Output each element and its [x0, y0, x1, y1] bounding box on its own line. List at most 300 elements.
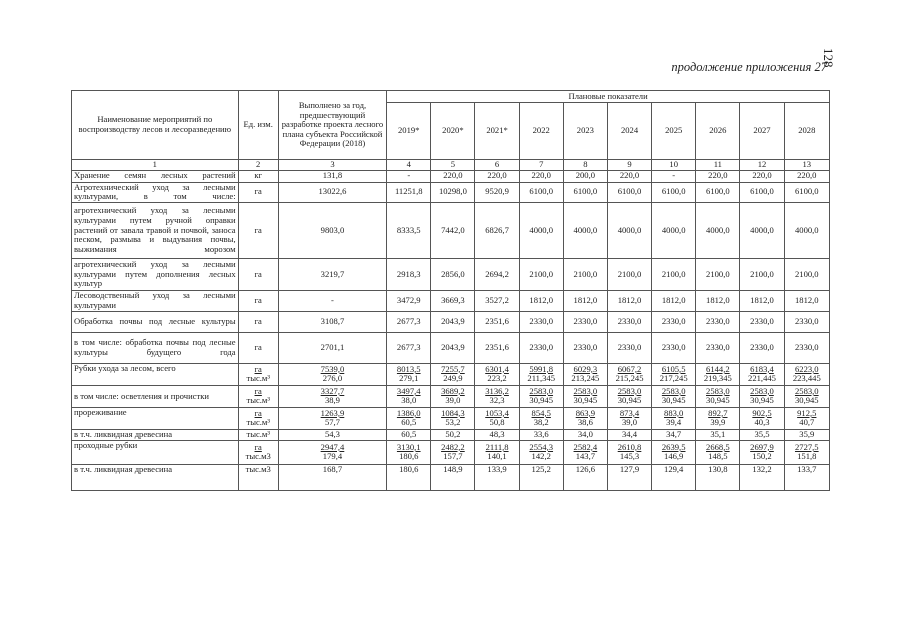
row-value-pair	[387, 363, 431, 385]
value-bottom: 276,0	[322, 373, 343, 384]
row-value: 2694,2	[475, 258, 519, 290]
row-value: 129,4	[652, 464, 696, 490]
reforestation-table	[71, 90, 830, 491]
header-year: 2025	[652, 103, 696, 160]
row-name: в т.ч. ликвидная древесина	[72, 429, 239, 440]
row-value: 220,0	[696, 170, 740, 182]
row-value: 4000,0	[740, 202, 784, 258]
row-unit: кг	[238, 170, 278, 182]
value-top: 7255,7	[441, 363, 465, 374]
row-value: 3527,2	[475, 290, 519, 311]
row-value: 1812,0	[607, 290, 651, 311]
row-value: 1812,0	[784, 290, 829, 311]
value-top: 3136,2	[485, 385, 509, 396]
row-name: в т.ч. ликвидная древесина	[72, 464, 239, 490]
row-value-pair	[696, 363, 740, 385]
row-value: 2677,3	[387, 311, 431, 332]
value-top: 2668,5	[706, 441, 730, 452]
appendix-subtitle: продолжение приложения 27	[671, 60, 827, 74]
value-bottom: 39,9	[710, 417, 726, 428]
value-top: 1386,0	[396, 407, 421, 418]
value-top: 2554,3	[529, 441, 554, 452]
row-name: Лесоводственный уход за лесными культурами	[72, 290, 239, 311]
row-value: 220,0	[740, 170, 784, 182]
row-value: 35,1	[696, 429, 740, 440]
value-top: 2583,0	[617, 385, 642, 396]
row-value: 220,0	[607, 170, 651, 182]
row-value-pair	[519, 440, 563, 464]
row-unit-pair	[238, 407, 278, 429]
column-number: 11	[696, 160, 740, 171]
row-value: 2351,6	[475, 332, 519, 363]
row-value-pair	[519, 407, 563, 429]
row-name: в том числе: обработка почвы под лесные культуры будущего года	[72, 332, 239, 363]
column-number: 4	[387, 160, 431, 171]
row-value: 6826,7	[475, 202, 519, 258]
row-value: 2330,0	[784, 311, 829, 332]
value-top: 2583,0	[573, 385, 598, 396]
row-unit: га	[238, 332, 278, 363]
value-top: 2727,5	[794, 441, 819, 452]
row-value: 50,2	[431, 429, 475, 440]
value-bottom: 180,6	[399, 451, 419, 462]
row-name: Хранение семян лесных растений	[72, 170, 239, 182]
row-value: 2330,0	[696, 332, 740, 363]
value-top: 873,4	[619, 407, 640, 418]
column-number: 13	[784, 160, 829, 171]
header-year: 2028	[784, 103, 829, 160]
column-number: 12	[740, 160, 784, 171]
row-value: 133,9	[475, 464, 519, 490]
value-bottom: 142,2	[531, 451, 551, 462]
value-bottom: 146,9	[664, 451, 684, 462]
unit-bottom: тыс.м³	[246, 417, 270, 428]
column-number: 5	[431, 160, 475, 171]
value-bottom: 30,945	[661, 395, 686, 406]
value-top: 902,5	[752, 407, 772, 418]
unit-bottom: тыс.м³	[246, 373, 270, 384]
value-top: 1084,3	[441, 407, 465, 418]
row-value: 2043,9	[431, 311, 475, 332]
row-value: 2701,1	[278, 332, 386, 363]
page-number: 128	[821, 48, 836, 68]
row-value: 2100,0	[740, 258, 784, 290]
row-value-pair	[431, 363, 475, 385]
row-value-pair	[696, 407, 740, 429]
row-value: 131,8	[278, 170, 386, 182]
row-value: -	[652, 170, 696, 182]
row-value-pair	[740, 407, 784, 429]
row-value: 6100,0	[607, 182, 651, 202]
value-bottom: 40,3	[754, 417, 770, 428]
value-top: 3327,7	[320, 385, 345, 396]
value-bottom: 38,9	[324, 395, 340, 406]
row-value: 220,0	[784, 170, 829, 182]
value-bottom: 179,4	[322, 451, 343, 462]
table-row	[72, 290, 830, 311]
table-row	[72, 440, 830, 464]
row-value-pair	[278, 385, 386, 407]
row-value-pair	[278, 440, 386, 464]
row-name: прореживание	[72, 407, 239, 429]
row-name: в том числе: осветления и прочистки	[72, 385, 239, 407]
row-value: 3669,3	[431, 290, 475, 311]
unit-top: га	[254, 363, 262, 374]
value-bottom: 30,945	[794, 395, 819, 406]
row-value-pair	[563, 385, 607, 407]
column-number: 10	[652, 160, 696, 171]
value-top: 2482,2	[441, 441, 465, 452]
row-value: 1812,0	[519, 290, 563, 311]
row-value-pair	[607, 385, 651, 407]
row-value-pair	[475, 407, 519, 429]
row-value-pair	[563, 363, 607, 385]
value-top: 2639,5	[661, 441, 686, 452]
value-bottom: 32,3	[489, 395, 505, 406]
row-unit-pair	[238, 385, 278, 407]
row-value: -	[278, 290, 386, 311]
table-row	[72, 202, 830, 258]
row-value-pair	[652, 363, 696, 385]
row-value-pair	[652, 385, 696, 407]
header-year: 2020*	[431, 103, 475, 160]
row-value: 8333,5	[387, 202, 431, 258]
table-row	[72, 385, 830, 407]
row-name: агротехнический уход за лесными культурами путем дополнения лесных культур	[72, 258, 239, 290]
row-value: 4000,0	[563, 202, 607, 258]
row-name: Агротехнический уход за лесными культурами, в том числе:	[72, 182, 239, 202]
value-bottom: 50,8	[489, 417, 505, 428]
table-row	[72, 170, 830, 182]
row-value: 4000,0	[784, 202, 829, 258]
value-top: 2583,0	[529, 385, 554, 396]
row-unit: тыс.м³	[238, 429, 278, 440]
row-value-pair	[784, 363, 829, 385]
row-unit: га	[238, 182, 278, 202]
unit-bottom: тыс.м³	[246, 395, 270, 406]
value-top: 854,5	[531, 407, 551, 418]
row-value: 2330,0	[607, 311, 651, 332]
row-value: 127,9	[607, 464, 651, 490]
value-top: 1263,9	[320, 407, 345, 418]
row-value-pair	[652, 407, 696, 429]
row-value-pair	[740, 385, 784, 407]
row-value: 34,7	[652, 429, 696, 440]
row-value: 220,0	[475, 170, 519, 182]
row-value: 4000,0	[652, 202, 696, 258]
value-top: 3689,2	[441, 385, 465, 396]
row-value: 2330,0	[652, 332, 696, 363]
value-top: 6067,2	[617, 363, 642, 374]
row-value: 4000,0	[696, 202, 740, 258]
row-value: 126,6	[563, 464, 607, 490]
table-row	[72, 429, 830, 440]
value-bottom: 39,0	[445, 395, 461, 406]
row-value: 13022,6	[278, 182, 386, 202]
row-value: 2351,6	[475, 311, 519, 332]
value-bottom: 39,4	[666, 417, 682, 428]
row-value: 9803,0	[278, 202, 386, 258]
value-bottom: 223,445	[792, 373, 821, 384]
row-value: 2330,0	[696, 311, 740, 332]
header-year: 2023	[563, 103, 607, 160]
value-top: 2582,4	[573, 441, 598, 452]
table-row	[72, 182, 830, 202]
row-value-pair	[784, 385, 829, 407]
row-value: 220,0	[519, 170, 563, 182]
value-bottom: 217,245	[659, 373, 688, 384]
row-value: 1812,0	[563, 290, 607, 311]
row-value-pair	[563, 407, 607, 429]
row-value: 6100,0	[784, 182, 829, 202]
value-bottom: 30,945	[706, 395, 730, 406]
value-top: 3497,4	[396, 385, 421, 396]
value-top: 883,0	[664, 407, 684, 418]
row-unit: га	[238, 258, 278, 290]
value-bottom: 221,445	[748, 373, 776, 384]
column-number: 9	[607, 160, 651, 171]
row-value: -	[387, 170, 431, 182]
value-top: 2583,0	[794, 385, 819, 396]
unit-top: га	[254, 385, 262, 396]
row-value-pair	[475, 363, 519, 385]
row-value: 1812,0	[740, 290, 784, 311]
row-name: Рубки ухода за лесом, всего	[72, 363, 239, 385]
row-value: 168,7	[278, 464, 386, 490]
row-value-pair	[387, 385, 431, 407]
value-top: 7539,0	[320, 363, 345, 374]
row-name: агротехнический уход за лесными культурами путем ручной оправки растений от завала травой и почвой, заноса песком, размыва и выдувания почвы, выжимания морозом	[72, 202, 239, 258]
value-top: 863,9	[575, 407, 596, 418]
value-bottom: 249,9	[443, 373, 463, 384]
row-value: 2100,0	[519, 258, 563, 290]
row-value-pair	[784, 440, 829, 464]
row-value: 2330,0	[652, 311, 696, 332]
row-value-pair	[431, 440, 475, 464]
value-bottom: 40,7	[799, 417, 815, 428]
value-top: 2610,8	[617, 441, 642, 452]
row-value: 2100,0	[784, 258, 829, 290]
value-bottom: 148,5	[708, 451, 728, 462]
row-value-pair	[740, 363, 784, 385]
header-year: 2022	[519, 103, 563, 160]
row-value: 34,4	[607, 429, 651, 440]
value-top: 892,7	[708, 407, 728, 418]
value-bottom: 279,1	[399, 373, 419, 384]
row-value: 9520,9	[475, 182, 519, 202]
row-value: 2100,0	[607, 258, 651, 290]
row-value: 220,0	[431, 170, 475, 182]
value-top: 912,5	[797, 407, 817, 418]
column-number: 3	[278, 160, 386, 171]
row-value-pair	[387, 440, 431, 464]
row-unit: га	[238, 290, 278, 311]
table-row	[72, 363, 830, 385]
row-value: 7442,0	[431, 202, 475, 258]
row-value: 2330,0	[563, 311, 607, 332]
row-value-pair	[431, 385, 475, 407]
value-top: 6105,5	[661, 363, 686, 374]
value-bottom: 60,5	[401, 417, 417, 428]
row-value: 1812,0	[696, 290, 740, 311]
row-value-pair	[431, 407, 475, 429]
row-value: 6100,0	[652, 182, 696, 202]
column-number: 6	[475, 160, 519, 171]
table-row	[72, 464, 830, 490]
value-top: 2583,0	[661, 385, 686, 396]
value-bottom: 30,945	[573, 395, 598, 406]
row-name: Обработка почвы под лесные культуры	[72, 311, 239, 332]
row-unit: тыс.м3	[238, 464, 278, 490]
row-value-pair	[696, 385, 740, 407]
row-value: 148,9	[431, 464, 475, 490]
row-value: 11251,8	[387, 182, 431, 202]
unit-top: га	[254, 441, 262, 452]
row-value: 132,2	[740, 464, 784, 490]
value-top: 5991,8	[529, 363, 554, 374]
row-value: 180,6	[387, 464, 431, 490]
row-value-pair	[607, 440, 651, 464]
value-bottom: 157,7	[443, 451, 463, 462]
value-bottom: 151,8	[797, 451, 817, 462]
row-value: 60,5	[387, 429, 431, 440]
unit-bottom: тыс.м3	[245, 451, 271, 462]
value-bottom: 223,2	[487, 373, 507, 384]
row-value-pair	[607, 363, 651, 385]
value-bottom: 213,245	[571, 373, 600, 384]
value-top: 6301,4	[485, 363, 509, 374]
row-value: 2918,3	[387, 258, 431, 290]
row-value-pair	[740, 440, 784, 464]
value-bottom: 143,7	[575, 451, 596, 462]
value-bottom: 38,0	[401, 395, 417, 406]
value-top: 2947,4	[320, 441, 345, 452]
row-unit-pair	[238, 363, 278, 385]
value-bottom: 57,7	[324, 417, 340, 428]
row-value-pair	[475, 385, 519, 407]
header-name: Наименование мероприятий по воспроизводству лесов и лесоразведению	[72, 91, 239, 160]
row-value-pair	[563, 440, 607, 464]
row-unit: га	[238, 311, 278, 332]
row-value: 2330,0	[740, 311, 784, 332]
value-top: 2697,9	[750, 441, 774, 452]
row-value: 6100,0	[740, 182, 784, 202]
row-value-pair	[278, 407, 386, 429]
row-value: 6100,0	[563, 182, 607, 202]
value-bottom: 30,945	[617, 395, 642, 406]
column-number: 8	[563, 160, 607, 171]
row-value: 2330,0	[519, 311, 563, 332]
row-value: 6100,0	[519, 182, 563, 202]
row-value: 54,3	[278, 429, 386, 440]
value-top: 8013,5	[396, 363, 421, 374]
row-value-pair	[278, 363, 386, 385]
column-number: 2	[238, 160, 278, 171]
row-value-pair	[696, 440, 740, 464]
value-bottom: 53,2	[445, 417, 461, 428]
row-value: 2100,0	[696, 258, 740, 290]
row-value: 4000,0	[519, 202, 563, 258]
column-number: 1	[72, 160, 239, 171]
row-value: 3472,9	[387, 290, 431, 311]
unit-top: га	[254, 407, 262, 418]
value-bottom: 150,2	[752, 451, 772, 462]
value-top: 2111,8	[485, 441, 509, 452]
table-row	[72, 407, 830, 429]
column-number: 7	[519, 160, 563, 171]
row-value-pair	[519, 385, 563, 407]
row-value: 6100,0	[696, 182, 740, 202]
row-value: 3108,7	[278, 311, 386, 332]
value-top: 2583,0	[750, 385, 774, 396]
value-bottom: 211,345	[527, 373, 556, 384]
row-value: 48,3	[475, 429, 519, 440]
row-value-pair	[475, 440, 519, 464]
row-value: 35,5	[740, 429, 784, 440]
value-bottom: 145,3	[619, 451, 640, 462]
table-row	[72, 258, 830, 290]
row-value: 2100,0	[563, 258, 607, 290]
row-value: 2330,0	[607, 332, 651, 363]
row-value: 4000,0	[607, 202, 651, 258]
value-top: 6144,2	[706, 363, 730, 374]
row-value: 2330,0	[519, 332, 563, 363]
value-top: 3130,1	[396, 441, 421, 452]
row-value-pair	[387, 407, 431, 429]
table-row	[72, 311, 830, 332]
row-value-pair	[784, 407, 829, 429]
value-bottom: 30,945	[750, 395, 774, 406]
row-unit: га	[238, 202, 278, 258]
header-done: Выполнено за год, предшествующий разработке проекта лесного плана субъекта Российской Федерации (2018)	[278, 91, 386, 160]
row-value: 133,7	[784, 464, 829, 490]
row-value: 2677,3	[387, 332, 431, 363]
row-value: 2330,0	[740, 332, 784, 363]
row-value-pair	[652, 440, 696, 464]
value-bottom: 30,945	[529, 395, 554, 406]
header-year: 2021*	[475, 103, 519, 160]
row-value: 125,2	[519, 464, 563, 490]
value-bottom: 38,2	[533, 417, 549, 428]
row-value: 10298,0	[431, 182, 475, 202]
value-top: 6029,3	[573, 363, 598, 374]
header-year: 2027	[740, 103, 784, 160]
value-top: 2583,0	[706, 385, 730, 396]
row-value: 2100,0	[652, 258, 696, 290]
row-value: 34,0	[563, 429, 607, 440]
table-row	[72, 332, 830, 363]
row-value: 130,8	[696, 464, 740, 490]
row-value: 2330,0	[563, 332, 607, 363]
value-top: 6183,4	[750, 363, 774, 374]
row-value: 1812,0	[652, 290, 696, 311]
row-name: проходные рубки	[72, 440, 239, 464]
row-unit-pair	[238, 440, 278, 464]
row-value: 2330,0	[784, 332, 829, 363]
value-bottom: 38,6	[577, 417, 593, 428]
value-top: 6223,0	[794, 363, 819, 374]
value-bottom: 39,0	[622, 417, 638, 428]
header-year: 2019*	[387, 103, 431, 160]
row-value: 2856,0	[431, 258, 475, 290]
header-unit: Ед. изм.	[238, 91, 278, 160]
row-value: 33,6	[519, 429, 563, 440]
value-bottom: 219,345	[703, 373, 732, 384]
row-value: 3219,7	[278, 258, 386, 290]
row-value: 200,0	[563, 170, 607, 182]
header-year: 2024	[607, 103, 651, 160]
value-bottom: 140,1	[487, 451, 507, 462]
